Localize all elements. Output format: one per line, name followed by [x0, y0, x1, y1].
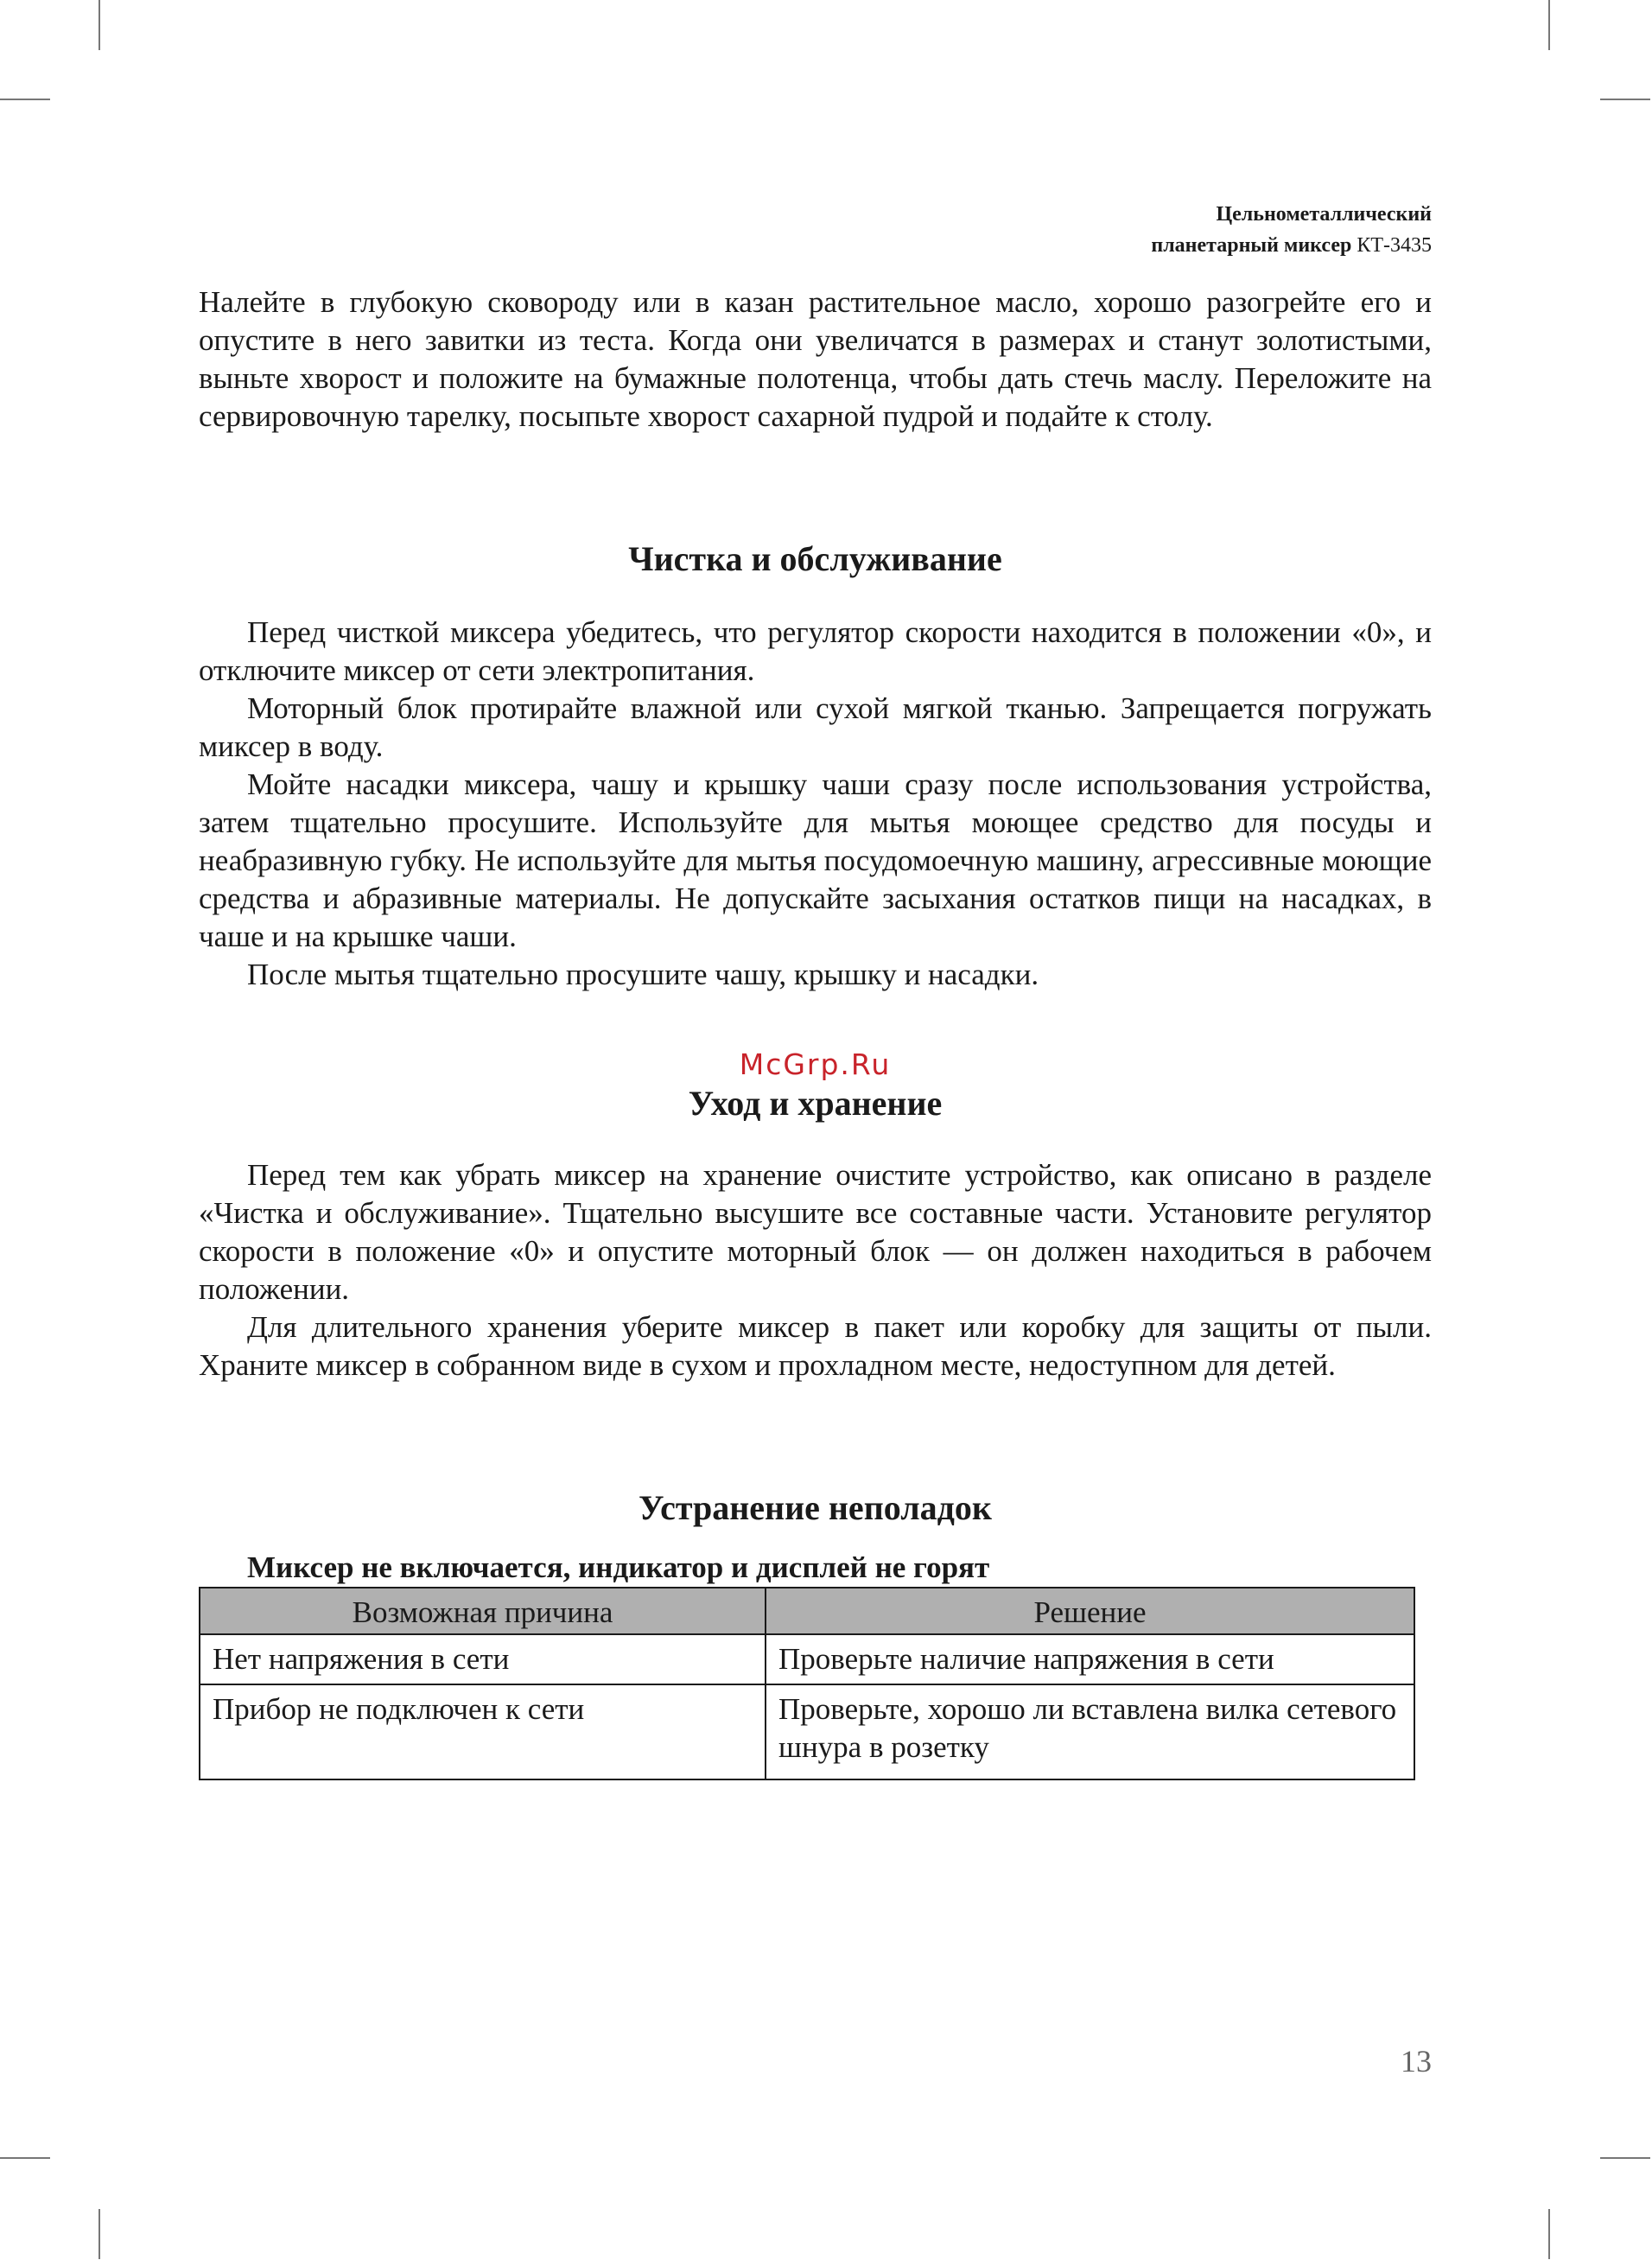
table-cell-solution: Проверьте, хорошо ли вставлена вилка сетевого шнура в розетку [766, 1684, 1414, 1779]
crop-mark-left-top [0, 99, 50, 100]
cleaning-title: Чистка и обслуживание [628, 539, 1002, 578]
header-line-2 [1151, 230, 1432, 261]
troubleshooting-title: Устранение неполадок [639, 1488, 992, 1527]
storage-title: Уход и хранение [688, 1084, 943, 1123]
crop-mark-right-bottom [1600, 2157, 1650, 2159]
storage-paragraph: Для длительного хранения уберите миксер в пакет или коробку для защиты от пыли. Храните миксер в собранном виде в сухом и прохладном месте, недоступном для детей. [199, 1310, 1432, 1382]
page-number: 13 [1401, 2044, 1432, 2079]
watermark: McGrp.Ru [739, 1047, 892, 1081]
troubleshooting-subtitle: Миксер не включается, индикатор и дисплей не горят [247, 1550, 990, 1584]
header-line-1: Цельнометаллический [1216, 203, 1432, 226]
header-product: планетарный миксер [1151, 234, 1352, 257]
page-content [199, 283, 1432, 1780]
table-cell-solution: Проверьте наличие напряжения в сети [766, 1634, 1414, 1684]
table-header-cause: Возможная причина [200, 1588, 766, 1634]
crop-mark-bottom-left [98, 2209, 100, 2259]
table-header-row [200, 1588, 1414, 1634]
cleaning-paragraph: Мойте насадки миксера, чашу и крышку чаши сразу после использования устройства, затем тщательно просушите. Используйте для мытья моющее средство для посуды и неабразивную губку. Не используйте для мытья посудомоечную машину, агрессивные моющие средства и абразивные материалы. Не допускайте засыхания остатков пищи на насадках, в чаше и на крышке чаши. [199, 767, 1432, 953]
table-row [200, 1634, 1414, 1684]
storage-paragraph: Перед тем как убрать миксер на хранение очистите устройство, как описано в разделе «Чистка и обслуживание». Тщательно высушите все составные части. Установите регулятор скорости в положение «0» и опустите моторный блок — он должен находиться в рабочем положении. [199, 1158, 1432, 1306]
table-row [200, 1684, 1414, 1779]
crop-mark-left-bottom [0, 2157, 50, 2159]
troubleshooting-table [199, 1587, 1415, 1780]
crop-mark-right-top [1600, 99, 1650, 100]
cleaning-paragraph: После мытья тщательно просушите чашу, крышку и насадки. [247, 958, 1039, 991]
table-header-solution: Решение [766, 1588, 1414, 1634]
cleaning-paragraph: Моторный блок протирайте влажной или сухой мягкой тканью. Запрещается погружать миксер в воду. [199, 691, 1432, 763]
running-header [1151, 199, 1432, 261]
crop-mark-top-right [1548, 0, 1550, 50]
table-cell-cause: Прибор не подключен к сети [200, 1684, 766, 1779]
table-cell-cause: Нет напряжения в сети [200, 1634, 766, 1684]
cleaning-paragraph: Перед чисткой миксера убедитесь, что регулятор скорости находится в положении «0», и отключите миксер от сети электропитания. [199, 615, 1432, 687]
intro-paragraph: Налейте в глубокую сковороду или в казан растительное масло, хорошо разогрейте его и опустите в него завитки из теста. Когда они увеличатся в размерах и станут золотистыми, выньте хворост и положите на бумажные полотенца, чтобы дать стечь маслу. Переложите на сервировочную тарелку, посыпьте хворост сахарной пудрой и подайте к столу. [199, 285, 1432, 433]
crop-mark-top-left [98, 0, 100, 50]
header-model: КТ-3435 [1357, 234, 1432, 257]
crop-mark-bottom-right [1548, 2209, 1550, 2259]
